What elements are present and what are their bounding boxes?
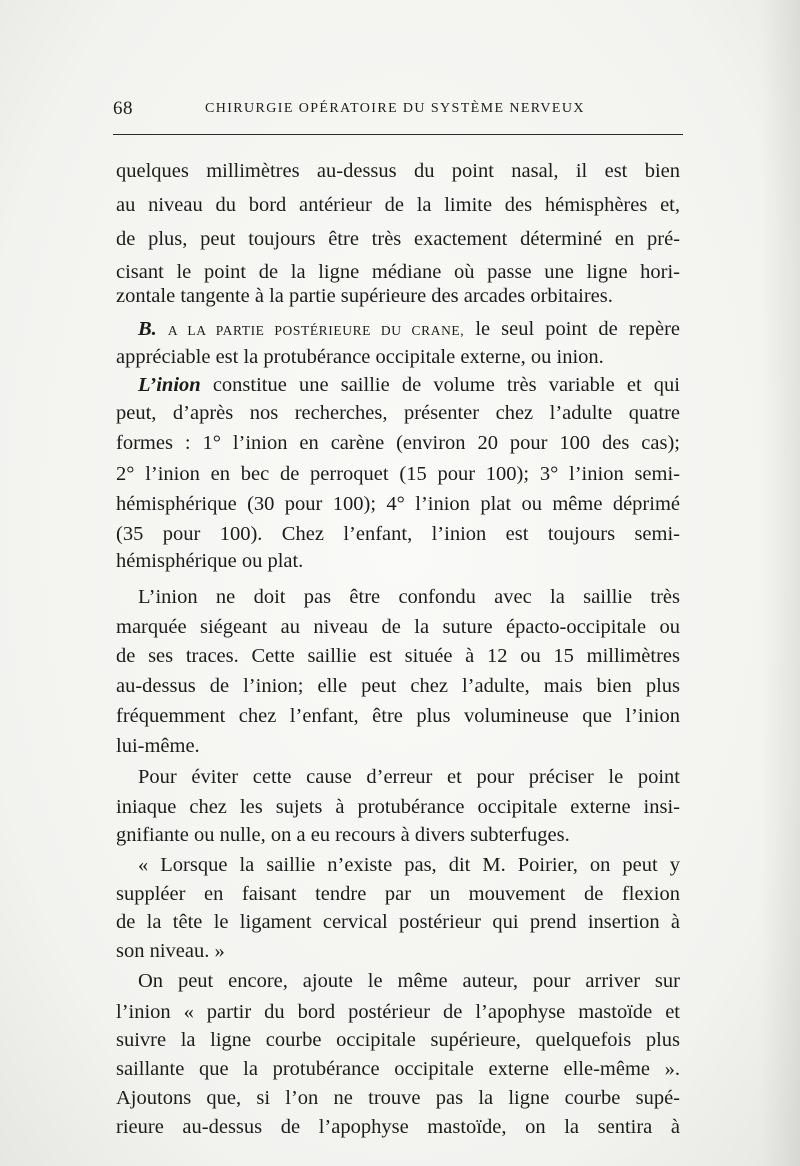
- text-line: lui-même.: [116, 735, 200, 757]
- text-line: l’inion « partir du bord postérieur de l’apophyse mastoïde et: [116, 1001, 680, 1023]
- text-line: gnifiante ou nulle, on a eu recours à divers subterfuges.: [116, 824, 570, 846]
- text-line: (35 pour 100). Chez l’enfant, l’inion est toujours semi-: [116, 523, 680, 545]
- text-line: formes : 1° l’inion en carène (environ 20 pour 100 des cas);: [116, 432, 680, 454]
- quote-line: « Lorsque la saillie n’existe pas, dit M. Poirier, on peut y: [138, 854, 680, 876]
- text-line: suivre la ligne courbe occipitale supérieure, quelquefois plus: [116, 1029, 680, 1051]
- quote-line: de la tête le ligament cervical postérieur qui prend insertion à: [116, 911, 680, 933]
- section-heading-line: B. A LA PARTIE POSTÉRIEURE DU CRANE, le seul point de repère: [138, 318, 681, 340]
- text-line: Ajoutons que, si l’on ne trouve pas la ligne courbe supé-: [116, 1087, 680, 1109]
- text-line: On peut encore, ajoute le même auteur, pour arriver sur: [138, 970, 680, 992]
- text-line: peut, d’après nos recherches, présenter chez l’adulte quatre: [116, 402, 680, 424]
- text-line: marquée siégeant au niveau de la suture épacto-occipitale ou: [116, 616, 680, 638]
- quote-line: son niveau. »: [116, 940, 225, 962]
- text-line: L’inion constitue une saillie de volume très variable et qui: [138, 374, 680, 396]
- quote-line: suppléer en faisant tendre par un mouvement de flexion: [116, 883, 680, 905]
- emphasized-term: L’inion: [138, 374, 201, 396]
- text-line: Pour éviter cette cause d’erreur et pour préciser le point: [138, 766, 680, 788]
- text-line: au niveau du bord antérieur de la limite des hémisphères et,: [116, 194, 680, 216]
- text-line: au-dessus de l’inion; elle peut chez l’adulte, mais bien plus: [116, 675, 680, 697]
- section-letter: B.: [138, 318, 157, 340]
- text-line: 2° l’inion en bec de perroquet (15 pour 100); 3° l’inion semi-: [116, 463, 680, 485]
- text-line: cisant le point de la ligne médiane où passe une ligne hori-: [116, 261, 680, 283]
- text-line: hémisphérique ou plat.: [116, 550, 304, 572]
- text-line: iniaque chez les sujets à protubérance occipitale externe insi-: [116, 796, 680, 818]
- running-title: CHIRURGIE OPÉRATOIRE DU SYSTÈME NERVEUX: [205, 101, 585, 116]
- text-line: quelques millimètres au-dessus du point nasal, il est bien: [116, 160, 680, 182]
- text-line: rieure au-dessus de l’apophyse mastoïde, on la sentira à: [116, 1116, 680, 1138]
- text-line: L’inion ne doit pas être confondu avec la saillie très: [138, 586, 680, 608]
- text-line: fréquemment chez l’enfant, être plus volumineuse que l’inion: [116, 705, 680, 727]
- text-line: de ses traces. Cette saillie est située à 12 ou 15 millimètres: [116, 645, 680, 667]
- text-line: saillante que la protubérance occipitale externe elle-même ».: [116, 1058, 680, 1080]
- text-line: zontale tangente à la partie supérieure des arcades orbitaires.: [116, 285, 613, 307]
- text-line: hémisphérique (30 pour 100); 4° l’inion plat ou même déprimé: [116, 493, 680, 515]
- text-line: de plus, peut toujours être très exactement déterminé en pré-: [116, 228, 680, 250]
- section-title: A LA PARTIE POSTÉRIEURE DU CRANE,: [167, 323, 465, 338]
- text-line: appréciable est la protubérance occipitale externe, ou inion.: [116, 346, 604, 368]
- page-number: 68: [113, 98, 133, 119]
